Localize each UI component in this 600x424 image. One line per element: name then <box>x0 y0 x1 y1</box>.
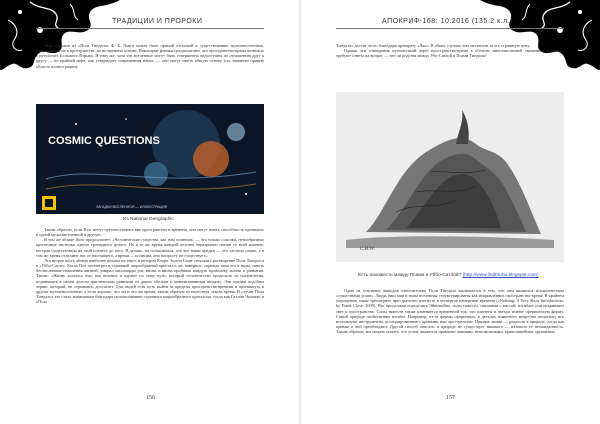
caption-text: Есть похожесть между Псами и Уббо-Сатлой? <box>358 273 462 278</box>
right-intro-text <box>336 43 564 85</box>
drawing-signature: C.H.W. <box>360 247 375 252</box>
left-intro-text <box>36 43 264 103</box>
left-header-rule <box>36 28 264 29</box>
right-page-header: АПОКРИФ-168: 10.2016 (135.2 к.л.) <box>382 18 513 25</box>
paragraph: Тиндала» достиг этого благодаря препарату «Лао». В обоих случаях они заплатили за это страшную цену. <box>336 43 531 48</box>
right-page-number: 157 <box>446 395 455 401</box>
paragraph: Однако эти совпадения путешествий через пространство-время в области многочисленной связанной сущности требуют ответа на вопрос — нет ли родства между Убо-Сатлой и Псами Тиндала? <box>336 48 564 59</box>
paragraph: Эта вторая часть абзаца наиболее похожа на текст, в котором Кларк Эштон Смит описывал растворение Пола Тиндалса в «Уббо-Сатле». Когда Пол посмотрел в странный шарообразный кристалл, он, наверное, «прежде пока его в воды, сквозь бесчисленные поколения жизней, умирал миллиарды раз, вновь и вновь пробивая каждую проволоку жизни и развития. Таким: «Жизнь казалась ему, как великое и единое по тому пути, который человечество проделало за тысячелетия, поднимаясь в своём долгом циклическом развитии от диких обезьян к цивилизованным людям». Эти предки подобны червю, который, не отрываясь, достигает. Для людей есть путь выйти за пределы пространства-времени и проникнуть в другие мультивселенные, а если хорошо, что ты и это же время, таким образом путешествуя сквозь время. В случае Пола Тиндалса это стало возможным благодаря использованию странного шарообразного кристалла, тогда как Галлин Чалмерс в «Псах <box>36 257 264 305</box>
left-page-number: 156 <box>146 395 155 401</box>
right-body-text <box>336 288 564 388</box>
paragraph: Один из основных выводов относительно Псов Тиндала заключается в том, что они являются исключительно «существами углов». Люди, наш мир и наша вселенная структурированы как искривлённое пространство-время. В крайнем упрощении, наше трёхмерное пространство изогнуто в четвёртое измерение времени («Nothing: A Very Short Introduction» by Frank Close, 2009). Нас продолжая определять Эйнштейна, силы тяжести, связанная с массой, изгибает или искривляет свет и пространство. Силы тяжести также изменяется временной ток, что планеты и звёзды имеют сферическую форму. Самой природе свойственны изгибы. Например, из-за формы сферичных, в деталях животного вещества поскольку все используют инструменты, ассоциированные с кривыми или пространство. Прямые линии — редкость в природе, тогда как кривые в ней преобладают. Другой способ описать: в природе не существует никакого — назовите её неожиданность. Таким образом, мы можем сказать, что углов, являются прямыми линиями, невозможными, криволинейные организмы. <box>336 288 564 335</box>
left-body-text <box>36 227 264 387</box>
right-figure-caption <box>358 273 539 278</box>
left-figure-caption: Из National Geographic <box>123 217 174 222</box>
right-page <box>300 0 600 424</box>
paragraph: Этот отрывок из «Псов Тиндала» Ф. Б. Лонга может быть прямой отсылкой к существованию мультивселенных, соединённых не в пространстве, но во времени основе. Некоторые физики предполагают, что пространство-время возникло в результате Большого Взрыва. Я тому же, хотя эти вселенные могут быть совершенно недоступны по отношению друг к другу — по крайней мере, как утверждает современная наука, — они могут иметь общую основу (см. нижнюю правую область иллюстрации): <box>36 43 264 69</box>
figure-footer-text: ЗАГАДКИ ВСЕЛЕННОЙ — ИЛЛЮСТРАЦИЯ <box>96 205 168 209</box>
caption-link[interactable]: (http://www.lindthuhu.blogspot.com) <box>462 273 539 278</box>
cosmic-questions-figure <box>36 104 264 214</box>
left-page-header: ТРАДИЦИИ И ПРОРОКИ <box>112 18 203 25</box>
ubbo-sathla-drawing <box>336 92 564 262</box>
figure-big-title: COSMIC QUESTIONS <box>48 135 160 147</box>
paragraph: В том же абзаце Лонг предполагает: «Человеческие существа, как нам помнишь, — это только осколки, невообразимо крошечные частички одного громадного целого. Но я то же время каждый человек неразрывно связан со всей жизнью, которая существовала на этой планете до него. Я думаю, ты согласишься, что все наши предки — это частица самих, а в том же время отделяют нас от настоящего, а время — иллюзия, оно попросту не существует». <box>36 237 264 258</box>
paragraph: Таким образом, если Псы могут путешествовать вне пространства и времени, они могут иметь способность проникать в одной мультивселенной в другую. <box>36 227 264 238</box>
right-header-rule <box>336 28 564 29</box>
